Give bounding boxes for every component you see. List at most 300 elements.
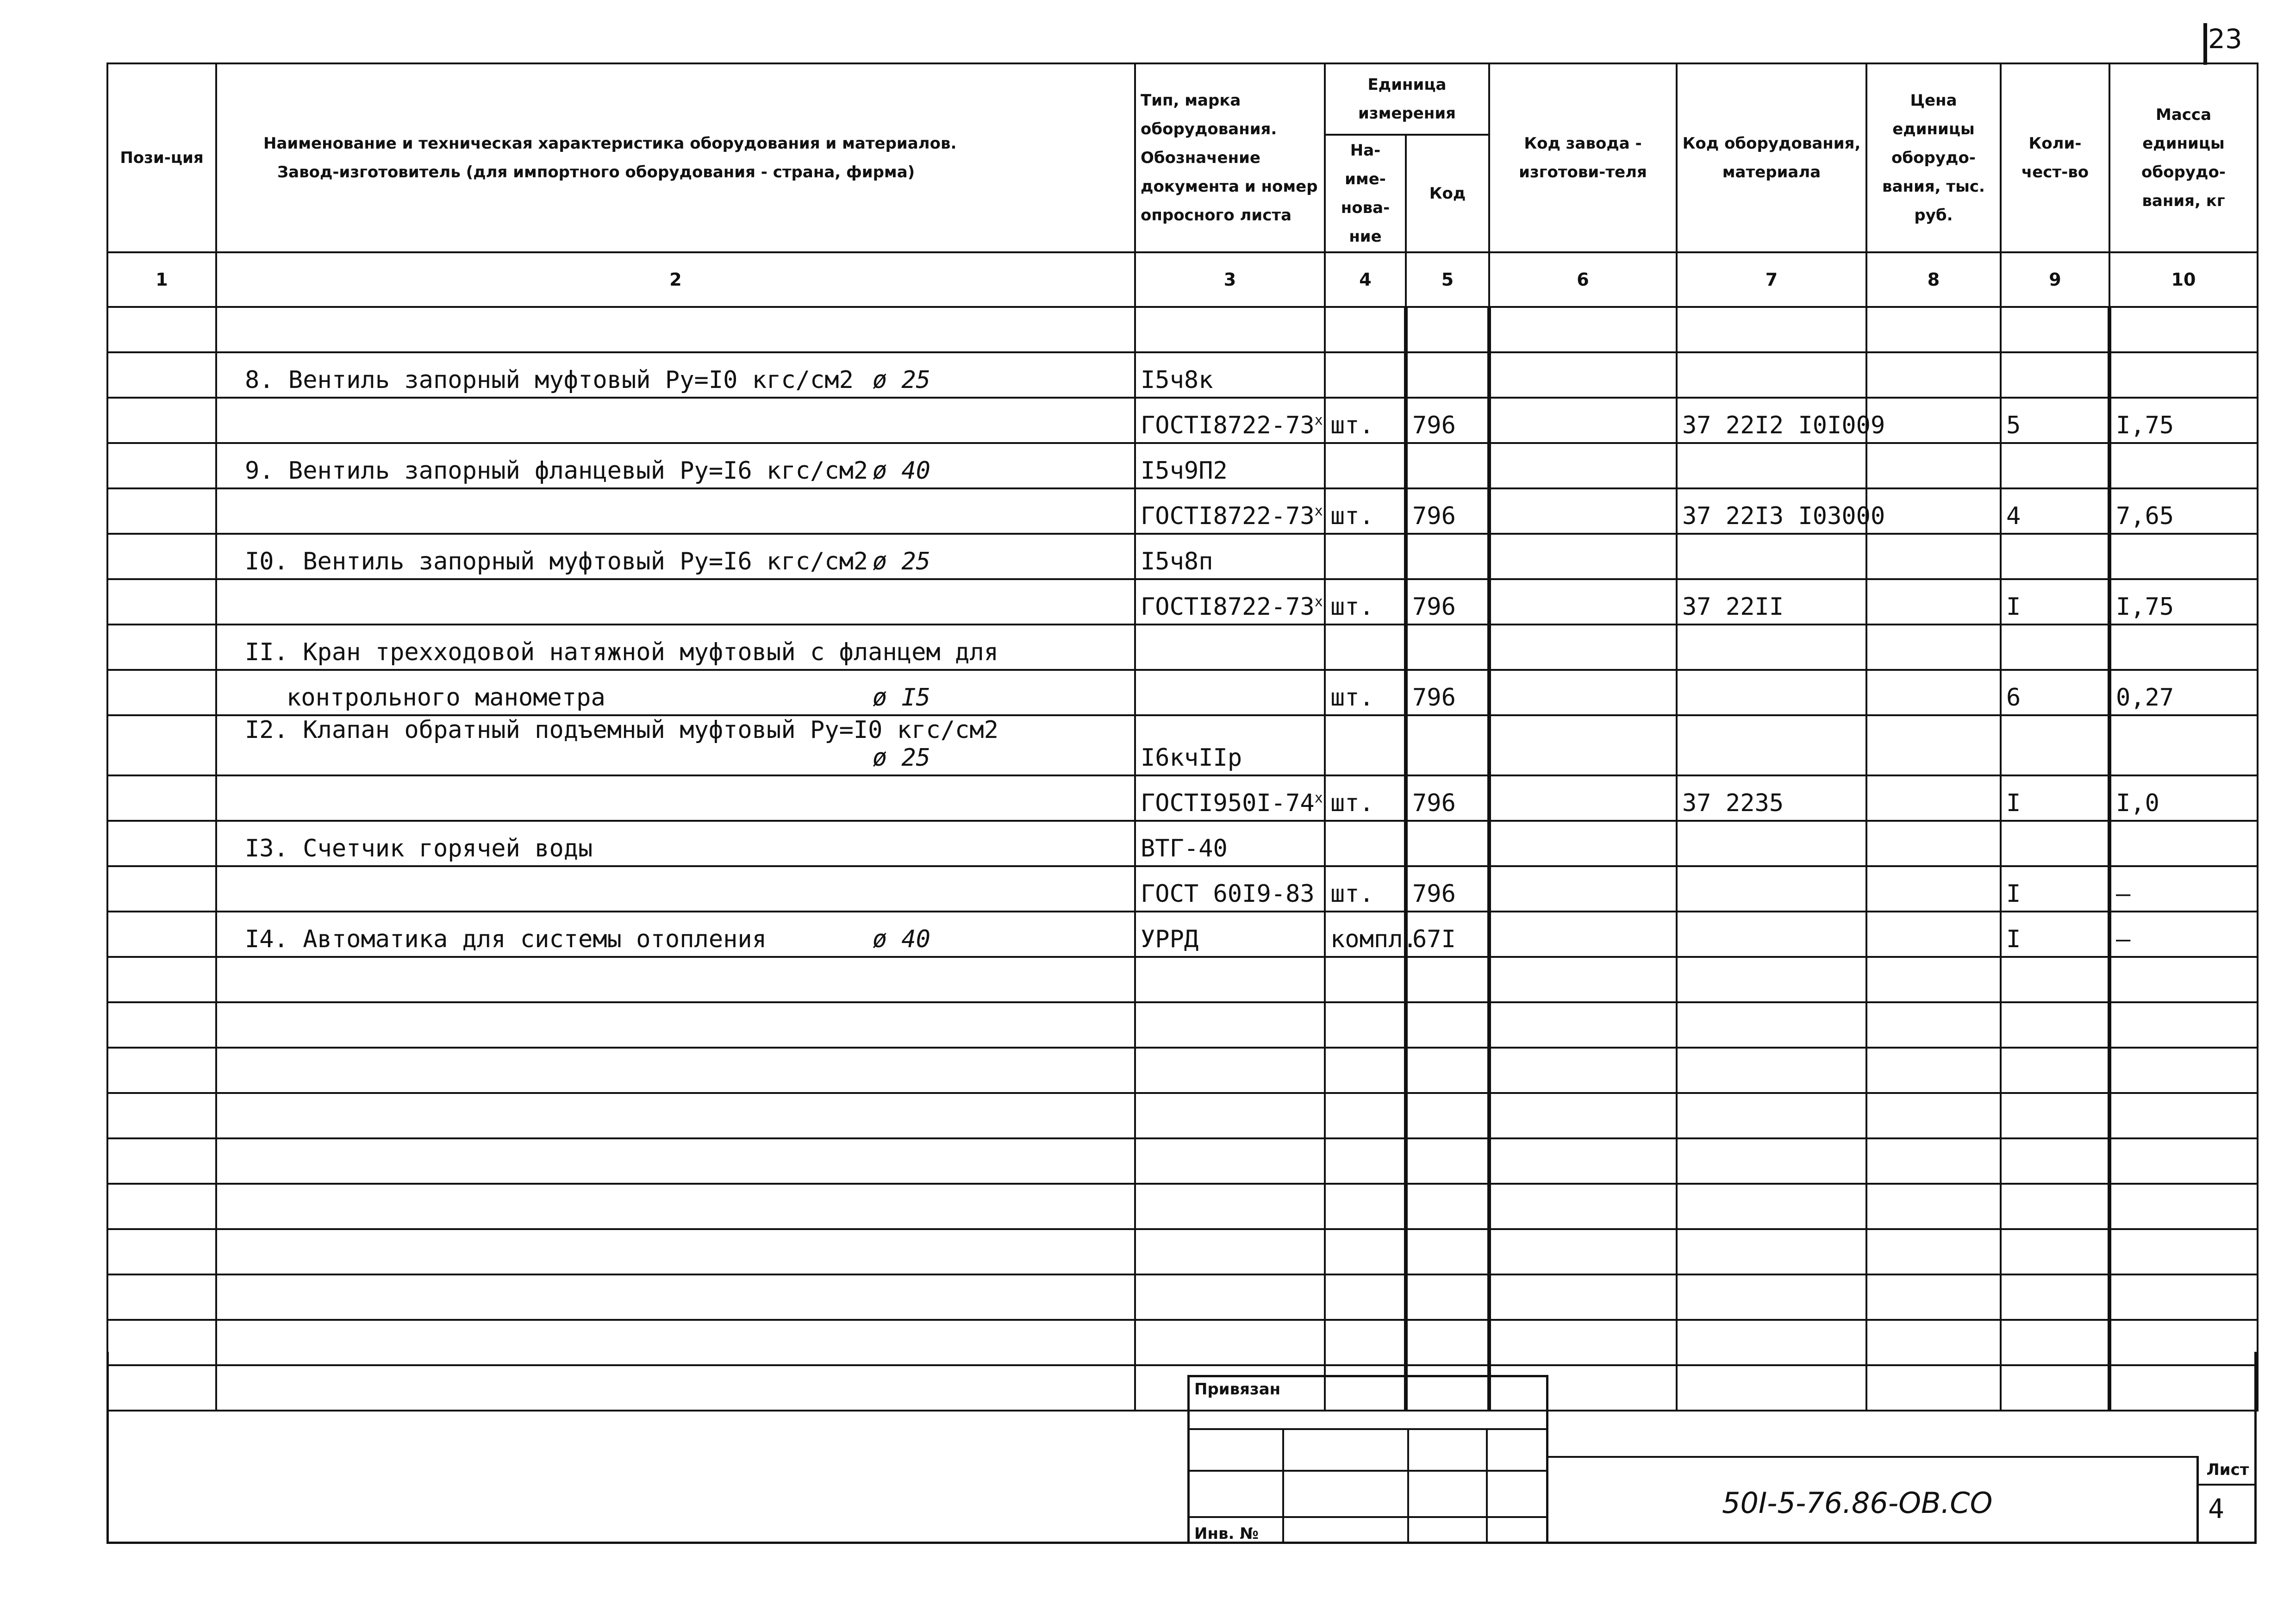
cell-unit-code: 796 xyxy=(1406,775,1489,821)
cell-mass: – xyxy=(2109,866,2258,912)
cell-unit-code xyxy=(1406,821,1489,866)
cell-type xyxy=(1135,1274,1325,1320)
cell-unit-name: шт. xyxy=(1325,866,1406,912)
document-number: 50I-5-76.86-ОВ.СО xyxy=(1722,1486,1993,1520)
cell-position xyxy=(107,1184,216,1229)
cell-position xyxy=(107,670,216,715)
item-type: I5ч9П2 xyxy=(1141,457,1228,485)
cell-unit-name xyxy=(1325,1093,1406,1138)
cell-equipment-code: 37 22I3 I03000 xyxy=(1677,488,1866,534)
cell-position xyxy=(107,1138,216,1184)
page-number: 23 xyxy=(2208,23,2242,55)
item-type: ГОСТ 60I9-83 xyxy=(1141,880,1315,908)
cell-factory-code xyxy=(1489,1002,1677,1048)
cell-unit-name xyxy=(1325,443,1406,488)
cell-unit-code xyxy=(1406,625,1489,670)
cell-mass xyxy=(2109,307,2258,352)
cell-equipment-code xyxy=(1677,715,1866,775)
cell-price xyxy=(1866,307,2001,352)
cell-equipment-code: 37 22II xyxy=(1677,579,1866,625)
column-number: 6 xyxy=(1489,252,1677,307)
table-row xyxy=(107,670,2258,715)
cell-quantity: 6 xyxy=(2001,670,2109,715)
cell-unit-name xyxy=(1325,625,1406,670)
cell-quantity xyxy=(2001,1138,2109,1184)
header-price: Цена единицы оборудо-вания, тыс. руб. xyxy=(1866,63,2001,252)
sheet-box xyxy=(2196,1456,2257,1544)
item-type: ВТГ-40 xyxy=(1141,835,1228,862)
cell-unit-code xyxy=(1406,1002,1489,1048)
cell-factory-code xyxy=(1489,1093,1677,1138)
cell-quantity xyxy=(2001,715,2109,775)
table-row xyxy=(107,957,2258,1002)
cell-position xyxy=(107,866,216,912)
header-unit-code: Код xyxy=(1406,135,1489,252)
cell-name xyxy=(216,1138,1135,1184)
cell-name xyxy=(216,352,1135,398)
table-row xyxy=(107,821,2258,866)
cell-quantity xyxy=(2001,1184,2109,1229)
cell-name xyxy=(216,1048,1135,1093)
header-name-line2: Завод-изготовитель (для импортного оборудования - страна, фирма) xyxy=(277,163,915,181)
cell-unit-name xyxy=(1325,307,1406,352)
cell-price xyxy=(1866,1229,2001,1274)
cell-factory-code xyxy=(1489,957,1677,1002)
item-diameter: ø 25 xyxy=(872,366,930,394)
cell-quantity: 5 xyxy=(2001,398,2109,443)
cell-quantity xyxy=(2001,307,2109,352)
title-divider xyxy=(1548,1456,2196,1458)
cell-position xyxy=(107,1002,216,1048)
cell-quantity xyxy=(2001,352,2109,398)
cell-type xyxy=(1135,534,1325,579)
cell-equipment-code: 37 2235 xyxy=(1677,775,1866,821)
column-number: 9 xyxy=(2001,252,2109,307)
header-quantity: Коли-чест-во xyxy=(2001,63,2109,252)
cell-price xyxy=(1866,1002,2001,1048)
cell-name xyxy=(216,534,1135,579)
cell-price xyxy=(1866,912,2001,957)
cell-equipment-code xyxy=(1677,1184,1866,1229)
cell-price xyxy=(1866,866,2001,912)
cell-factory-code xyxy=(1489,866,1677,912)
cell-unit-code xyxy=(1406,1274,1489,1320)
item-name: 9. Вентиль запорный фланцевый Ру=I6 кгс/см2 xyxy=(245,457,868,485)
cell-type xyxy=(1135,307,1325,352)
cell-quantity xyxy=(2001,1229,2109,1274)
cell-unit-code xyxy=(1406,443,1489,488)
cell-price xyxy=(1866,1093,2001,1138)
item-name: 8. Вентиль запорный муфтовый Ру=I0 кгс/см2 xyxy=(245,366,854,394)
cell-equipment-code xyxy=(1677,1002,1866,1048)
cell-unit-code xyxy=(1406,957,1489,1002)
cell-price xyxy=(1866,398,2001,443)
cell-unit-code xyxy=(1406,715,1489,775)
cell-position xyxy=(107,957,216,1002)
cell-unit-code: 796 xyxy=(1406,579,1489,625)
cell-mass: – xyxy=(2109,912,2258,957)
table-row xyxy=(107,352,2258,398)
table-row xyxy=(107,1229,2258,1274)
cell-price xyxy=(1866,443,2001,488)
cell-factory-code xyxy=(1489,821,1677,866)
cell-unit-code: 67I xyxy=(1406,912,1489,957)
cell-position xyxy=(107,488,216,534)
cell-position xyxy=(107,1274,216,1320)
cell-position xyxy=(107,625,216,670)
cell-unit-code: 796 xyxy=(1406,866,1489,912)
item-name: контрольного манометра xyxy=(287,684,605,712)
item-type: I5ч8к xyxy=(1141,366,1213,394)
cell-position xyxy=(107,912,216,957)
item-name: I0. Вентиль запорный муфтовый Ру=I6 кгс/см2 xyxy=(245,548,868,575)
header-unit-name: На-име-нова-ние xyxy=(1325,135,1406,252)
cell-mass xyxy=(2109,715,2258,775)
item-diameter: ø 40 xyxy=(872,925,930,953)
cell-equipment-code xyxy=(1677,534,1866,579)
cell-type xyxy=(1135,1184,1325,1229)
cell-factory-code xyxy=(1489,352,1677,398)
cell-position xyxy=(107,443,216,488)
table-row xyxy=(107,1048,2258,1093)
cell-unit-code xyxy=(1406,1138,1489,1184)
cell-position xyxy=(107,1093,216,1138)
table-row xyxy=(107,579,2258,625)
cell-type xyxy=(1135,352,1325,398)
cell-unit-name: компл. xyxy=(1325,912,1406,957)
cell-position xyxy=(107,398,216,443)
cell-equipment-code xyxy=(1677,1274,1866,1320)
cell-unit-name xyxy=(1325,715,1406,775)
cell-factory-code xyxy=(1489,1229,1677,1274)
item-type-superscript: х xyxy=(1314,503,1323,519)
cell-factory-code xyxy=(1489,1048,1677,1093)
cell-factory-code xyxy=(1489,534,1677,579)
cell-type xyxy=(1135,579,1325,625)
cell-factory-code xyxy=(1489,912,1677,957)
cell-quantity: I xyxy=(2001,775,2109,821)
header-mass: Масса единицы оборудо-вания, кг xyxy=(2109,63,2258,252)
cell-unit-code xyxy=(1406,1229,1489,1274)
item-diameter: ø 25 xyxy=(872,548,930,575)
cell-type xyxy=(1135,912,1325,957)
cell-price xyxy=(1866,957,2001,1002)
cell-quantity xyxy=(2001,1002,2109,1048)
item-diameter: ø I5 xyxy=(872,684,930,712)
cell-price xyxy=(1866,352,2001,398)
table-row xyxy=(107,488,2258,534)
item-diameter: ø 25 xyxy=(872,744,930,772)
cell-type xyxy=(1135,443,1325,488)
cell-factory-code xyxy=(1489,625,1677,670)
cell-equipment-code xyxy=(1677,1138,1866,1184)
cell-name xyxy=(216,957,1135,1002)
cell-quantity xyxy=(2001,534,2109,579)
item-type: УРРД xyxy=(1141,925,1199,953)
item-type-superscript: х xyxy=(1314,412,1323,429)
page-number-mark xyxy=(2203,23,2207,65)
cell-price xyxy=(1866,715,2001,775)
cell-quantity xyxy=(2001,1093,2109,1138)
item-diameter: ø 40 xyxy=(872,457,930,485)
cell-mass xyxy=(2109,821,2258,866)
table-row xyxy=(107,1274,2258,1320)
cell-unit-name: шт. xyxy=(1325,398,1406,443)
cell-mass xyxy=(2109,352,2258,398)
cell-position xyxy=(107,579,216,625)
cell-quantity xyxy=(2001,443,2109,488)
item-name: II. Кран трехходовой натяжной муфтовый с фланцем для xyxy=(245,638,998,666)
cell-name xyxy=(216,307,1135,352)
cell-mass xyxy=(2109,1229,2258,1274)
cell-equipment-code xyxy=(1677,352,1866,398)
column-number: 1 xyxy=(107,252,216,307)
cell-mass xyxy=(2109,1184,2258,1229)
cell-mass xyxy=(2109,1048,2258,1093)
cell-price xyxy=(1866,625,2001,670)
cell-unit-code xyxy=(1406,352,1489,398)
cell-unit-name: шт. xyxy=(1325,488,1406,534)
cell-mass xyxy=(2109,1002,2258,1048)
cell-name xyxy=(216,821,1135,866)
cell-equipment-code xyxy=(1677,1229,1866,1274)
cell-position xyxy=(107,821,216,866)
cell-name xyxy=(216,443,1135,488)
cell-mass xyxy=(2109,625,2258,670)
cell-type xyxy=(1135,775,1325,821)
cell-factory-code xyxy=(1489,488,1677,534)
cell-type xyxy=(1135,670,1325,715)
cell-mass: I,0 xyxy=(2109,775,2258,821)
cell-price xyxy=(1866,1184,2001,1229)
cell-factory-code xyxy=(1489,579,1677,625)
item-name: I4. Автоматика для системы отопления xyxy=(245,925,767,953)
cell-equipment-code xyxy=(1677,912,1866,957)
cell-mass xyxy=(2109,1093,2258,1138)
cell-type xyxy=(1135,866,1325,912)
cell-unit-code xyxy=(1406,1048,1489,1093)
cell-factory-code xyxy=(1489,715,1677,775)
cell-unit-code: 796 xyxy=(1406,670,1489,715)
cell-unit-name xyxy=(1325,534,1406,579)
cell-unit-name: шт. xyxy=(1325,579,1406,625)
cell-unit-name xyxy=(1325,1274,1406,1320)
cell-name xyxy=(216,1229,1135,1274)
cell-name xyxy=(216,715,1135,775)
cell-name xyxy=(216,398,1135,443)
header-name-line1: Наименование и техническая характеристика оборудования и материалов. xyxy=(263,134,957,153)
item-type: ГОСТI8722-73 xyxy=(1141,412,1315,439)
cell-equipment-code xyxy=(1677,1048,1866,1093)
table-row xyxy=(107,912,2258,957)
cell-type xyxy=(1135,625,1325,670)
cell-unit-name: шт. xyxy=(1325,775,1406,821)
cell-factory-code xyxy=(1489,775,1677,821)
cell-position xyxy=(107,1048,216,1093)
cell-name xyxy=(216,775,1135,821)
table-row xyxy=(107,1002,2258,1048)
cell-price xyxy=(1866,488,2001,534)
cell-mass: 0,27 xyxy=(2109,670,2258,715)
sheet-label: Лист xyxy=(2199,1456,2257,1486)
cell-unit-code: 796 xyxy=(1406,488,1489,534)
cell-price xyxy=(1866,775,2001,821)
cell-mass xyxy=(2109,1274,2258,1320)
item-type: ГОСТI8722-73 xyxy=(1141,593,1315,621)
cell-position xyxy=(107,352,216,398)
header-position: Пози-ция xyxy=(107,63,216,252)
cell-unit-code xyxy=(1406,1184,1489,1229)
item-type: I6кчIIр xyxy=(1141,744,1242,772)
cell-unit-code xyxy=(1406,307,1489,352)
cell-unit-name xyxy=(1325,1138,1406,1184)
table-row xyxy=(107,398,2258,443)
table-row xyxy=(107,1138,2258,1184)
cell-unit-name: шт. xyxy=(1325,670,1406,715)
cell-quantity xyxy=(2001,821,2109,866)
column-number: 8 xyxy=(1866,252,2001,307)
header-equipment-code: Код оборудования, материала xyxy=(1677,63,1866,252)
cell-quantity xyxy=(2001,957,2109,1002)
cell-unit-name xyxy=(1325,352,1406,398)
cell-name xyxy=(216,670,1135,715)
cell-name xyxy=(216,1274,1135,1320)
cell-position xyxy=(107,307,216,352)
cell-name xyxy=(216,866,1135,912)
cell-mass xyxy=(2109,534,2258,579)
item-type-superscript: х xyxy=(1314,593,1323,610)
item-type-superscript: х xyxy=(1314,790,1323,806)
cell-price xyxy=(1866,1048,2001,1093)
column-numbers-row xyxy=(107,252,2258,307)
cell-price xyxy=(1866,534,2001,579)
column-number: 2 xyxy=(216,252,1135,307)
cell-position xyxy=(107,1229,216,1274)
table-row xyxy=(107,775,2258,821)
cell-name xyxy=(216,1184,1135,1229)
table-row xyxy=(107,1093,2258,1138)
column-number: 7 xyxy=(1677,252,1866,307)
cell-unit-name xyxy=(1325,821,1406,866)
item-type: ГОСТI8722-73 xyxy=(1141,502,1315,530)
item-name: I3. Счетчик горячей воды xyxy=(245,835,593,862)
cell-unit-name xyxy=(1325,1184,1406,1229)
cell-mass: I,75 xyxy=(2109,579,2258,625)
table-row xyxy=(107,866,2258,912)
cell-mass xyxy=(2109,1138,2258,1184)
equipment-spec-table xyxy=(106,62,2259,1412)
cell-quantity xyxy=(2001,1274,2109,1320)
cell-unit-name xyxy=(1325,1002,1406,1048)
cell-type xyxy=(1135,957,1325,1002)
cell-unit-code xyxy=(1406,1093,1489,1138)
table-row xyxy=(107,443,2258,488)
cell-price xyxy=(1866,670,2001,715)
column-number: 3 xyxy=(1135,252,1325,307)
cell-equipment-code xyxy=(1677,307,1866,352)
cell-mass xyxy=(2109,957,2258,1002)
cell-unit-name xyxy=(1325,957,1406,1002)
cell-type xyxy=(1135,488,1325,534)
cell-name xyxy=(216,488,1135,534)
cell-equipment-code xyxy=(1677,443,1866,488)
cell-position xyxy=(107,775,216,821)
cell-price xyxy=(1866,821,2001,866)
cell-factory-code xyxy=(1489,307,1677,352)
cell-price xyxy=(1866,1274,2001,1320)
cell-type xyxy=(1135,1229,1325,1274)
header-factory-code: Код завода - изготови-теля xyxy=(1489,63,1677,252)
header-unit-group: Единица измерения xyxy=(1325,63,1489,135)
header-type: Тип, марка оборудования. Обозначение документа и номер опросного листа xyxy=(1135,63,1325,252)
cell-price xyxy=(1866,579,2001,625)
cell-unit-name xyxy=(1325,1048,1406,1093)
cell-name xyxy=(216,625,1135,670)
cell-type xyxy=(1135,1138,1325,1184)
cell-name xyxy=(216,1093,1135,1138)
cell-quantity xyxy=(2001,1048,2109,1093)
cell-quantity: 4 xyxy=(2001,488,2109,534)
table-row xyxy=(107,534,2258,579)
item-type: I5ч8п xyxy=(1141,548,1213,575)
cell-type xyxy=(1135,1048,1325,1093)
cell-mass xyxy=(2109,443,2258,488)
column-number: 10 xyxy=(2109,252,2258,307)
table-row xyxy=(107,307,2258,352)
cell-factory-code xyxy=(1489,670,1677,715)
item-type: ГОСТI950I-74 xyxy=(1141,789,1315,817)
table-row xyxy=(107,715,2258,775)
cell-type xyxy=(1135,1002,1325,1048)
cell-equipment-code xyxy=(1677,957,1866,1002)
binding-stamp xyxy=(1187,1375,1548,1544)
cell-equipment-code: 37 22I2 I0I009 xyxy=(1677,398,1866,443)
cell-mass: 7,65 xyxy=(2109,488,2258,534)
cell-type xyxy=(1135,398,1325,443)
cell-unit-name xyxy=(1325,1229,1406,1274)
table-row xyxy=(107,625,2258,670)
cell-mass: I,75 xyxy=(2109,398,2258,443)
cell-quantity xyxy=(2001,625,2109,670)
cell-equipment-code xyxy=(1677,866,1866,912)
cell-quantity: I xyxy=(2001,579,2109,625)
column-number: 4 xyxy=(1325,252,1406,307)
sheet-value: 4 xyxy=(2208,1493,2224,1524)
cell-factory-code xyxy=(1489,1138,1677,1184)
column-number: 5 xyxy=(1406,252,1489,307)
cell-name xyxy=(216,579,1135,625)
cell-equipment-code xyxy=(1677,821,1866,866)
cell-position xyxy=(107,715,216,775)
cell-type xyxy=(1135,821,1325,866)
cell-equipment-code xyxy=(1677,670,1866,715)
cell-type xyxy=(1135,715,1325,775)
cell-factory-code xyxy=(1489,1184,1677,1229)
cell-unit-code xyxy=(1406,534,1489,579)
cell-name xyxy=(216,912,1135,957)
inventory-number-label: Инв. № xyxy=(1194,1524,1259,1543)
cell-factory-code xyxy=(1489,443,1677,488)
binding-label: Привязан xyxy=(1194,1380,1281,1399)
cell-unit-code: 796 xyxy=(1406,398,1489,443)
cell-equipment-code xyxy=(1677,625,1866,670)
cell-factory-code xyxy=(1489,398,1677,443)
table-row xyxy=(107,1184,2258,1229)
cell-position xyxy=(107,534,216,579)
header-name xyxy=(216,63,1135,252)
item-name: I2. Клапан обратный подъемный муфтовый Ру=I0 кгс/см2 xyxy=(245,716,998,744)
cell-type xyxy=(1135,1093,1325,1138)
